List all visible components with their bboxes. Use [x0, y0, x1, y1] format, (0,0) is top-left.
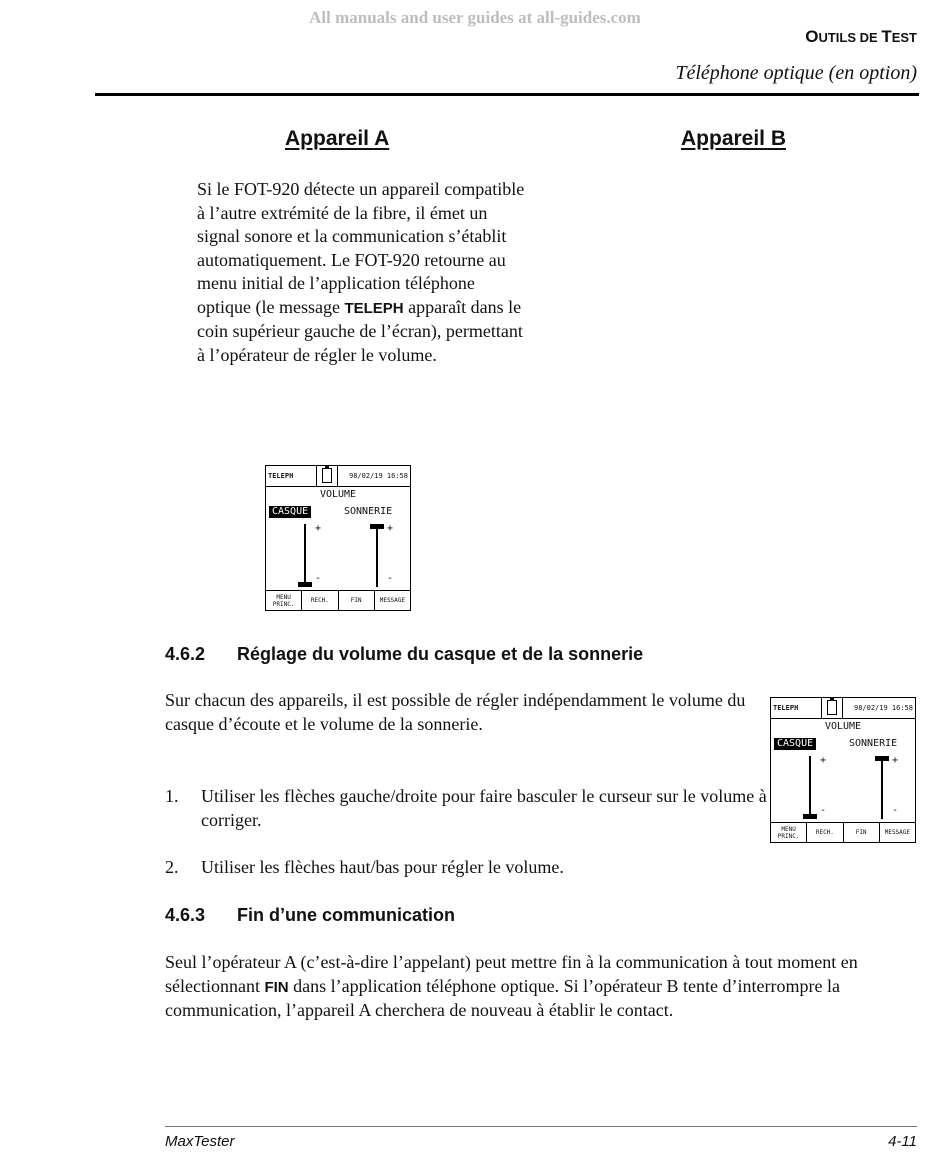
section-initial-1: O	[805, 27, 819, 46]
footer-product: MaxTester	[165, 1133, 235, 1150]
header-section-title	[805, 27, 917, 47]
softkey-menu-princ[interactable]: MENU PRINC.	[771, 823, 807, 842]
keyword-teleph: TELEPH	[344, 299, 404, 317]
list-number: 2.	[165, 857, 179, 877]
casque-minus-sign: -	[315, 573, 322, 584]
casque-volume-thumb[interactable]	[298, 582, 312, 587]
battery-icon	[322, 468, 332, 483]
casque-volume-bar	[304, 524, 306, 587]
para-a-text-1: Si le FOT-920 détecte un appareil compatible à l’autre extrémité de la fibre, il émet un signal sonore et la communication s’établit automatiquement. Le FOT-920 retourne au menu initial de l’application téléphone optique (le message	[197, 179, 525, 317]
sonnerie-plus-sign: +	[387, 523, 394, 534]
screen-mode-label: TELEPH	[773, 704, 799, 712]
footer-page-number: 4-11	[888, 1133, 917, 1150]
header-subtitle: Téléphone optique (en option)	[675, 62, 917, 84]
casque-plus-sign: +	[820, 755, 827, 766]
softkey-message[interactable]: MESSAGE	[379, 597, 406, 604]
screen-datetime: 98/02/19 16:58	[348, 472, 408, 480]
list-item	[165, 856, 791, 880]
casque-volume-thumb[interactable]	[803, 814, 817, 819]
heading-4-6-3	[165, 905, 455, 926]
casque-minus-sign: -	[820, 805, 827, 816]
screen-status-bar	[771, 698, 915, 719]
softkey-bar	[771, 822, 915, 842]
heading-number: 4.6.2	[165, 644, 206, 664]
para-463-text-1: Seul l’opérateur A (c’est-à-dire l’appelant) peut mettre fin à la communication à tout moment en sélectionnant	[165, 952, 858, 996]
softkey-bar	[266, 590, 410, 610]
battery-box	[821, 698, 843, 718]
column-title-b: Appareil B	[681, 127, 787, 150]
battery-icon	[827, 700, 837, 715]
keyword-fin: FIN	[264, 978, 289, 996]
list-item	[165, 785, 791, 832]
section-rest-2: EST	[891, 30, 917, 45]
screen-datetime: 98/02/19 16:58	[853, 704, 913, 712]
list-text: Utiliser les flèches gauche/droite pour faire basculer le curseur sur le volume à corriger.	[201, 786, 767, 830]
softkey-fin[interactable]: FIN	[844, 823, 880, 842]
softkey-rech[interactable]: RECH.	[302, 591, 338, 610]
battery-box	[316, 466, 338, 486]
tab-sonnerie[interactable]: SONNERIE	[344, 506, 393, 517]
header-rule	[95, 93, 919, 96]
casque-plus-sign: +	[315, 523, 322, 534]
screen-title: VOLUME	[319, 489, 357, 500]
device-screen-b	[770, 697, 916, 843]
softkey-rech[interactable]: RECH.	[807, 823, 843, 842]
softkey-message[interactable]: MESSAGE	[884, 829, 911, 836]
sonnerie-minus-sign: -	[892, 805, 899, 816]
list-number: 1.	[165, 786, 179, 806]
paragraph-4-6-3	[165, 951, 920, 1023]
paragraph-4-6-2-intro: Sur chacun des appareils, il est possible de régler indépendamment le volume du casque d’écoute et le volume de la sonnerie.	[165, 690, 746, 734]
screen-status-bar	[266, 466, 410, 487]
softkey-fin[interactable]: FIN	[339, 591, 375, 610]
heading-4-6-2	[165, 644, 643, 665]
column-title-a: Appareil A	[285, 127, 390, 150]
sonnerie-plus-sign: +	[892, 755, 899, 766]
sonnerie-volume-bar	[881, 756, 883, 819]
heading-number: 4.6.3	[165, 905, 206, 925]
device-screen-a	[265, 465, 411, 611]
tab-casque[interactable]: CASQUE	[269, 506, 311, 518]
section-rest-1: UTILS DE	[818, 30, 882, 45]
footer-rule	[165, 1126, 917, 1127]
sonnerie-minus-sign: -	[387, 573, 394, 584]
casque-volume-bar	[809, 756, 811, 819]
sonnerie-volume-thumb[interactable]	[875, 756, 889, 761]
heading-title: Réglage du volume du casque et de la sonnerie	[237, 644, 644, 664]
para-a-text-2: apparaît dans le coin supérieur gauche de l’écran), permettant à l’opérateur de régler le volume.	[197, 296, 523, 365]
section-initial-2: T	[881, 27, 892, 46]
screen-mode-label: TELEPH	[268, 472, 294, 480]
para-463-text-2: dans l’application téléphone optique. Si l’opérateur B tente d’interrompre la communication, l’appareil A cherchera de nouveau à établir le contact.	[165, 975, 840, 1020]
sonnerie-volume-bar	[376, 524, 378, 587]
paragraph-appareil-a	[197, 178, 527, 367]
list-text: Utiliser les flèches haut/bas pour régler le volume.	[201, 857, 564, 877]
watermark: All manuals and user guides at all-guides.com	[309, 8, 641, 27]
tab-sonnerie[interactable]: SONNERIE	[849, 738, 898, 749]
sonnerie-volume-thumb[interactable]	[370, 524, 384, 529]
screen-title: VOLUME	[824, 721, 862, 732]
heading-title: Fin d’une communication	[237, 905, 456, 925]
softkey-menu-princ[interactable]: MENU PRINC.	[266, 591, 302, 610]
tab-casque[interactable]: CASQUE	[774, 738, 816, 750]
